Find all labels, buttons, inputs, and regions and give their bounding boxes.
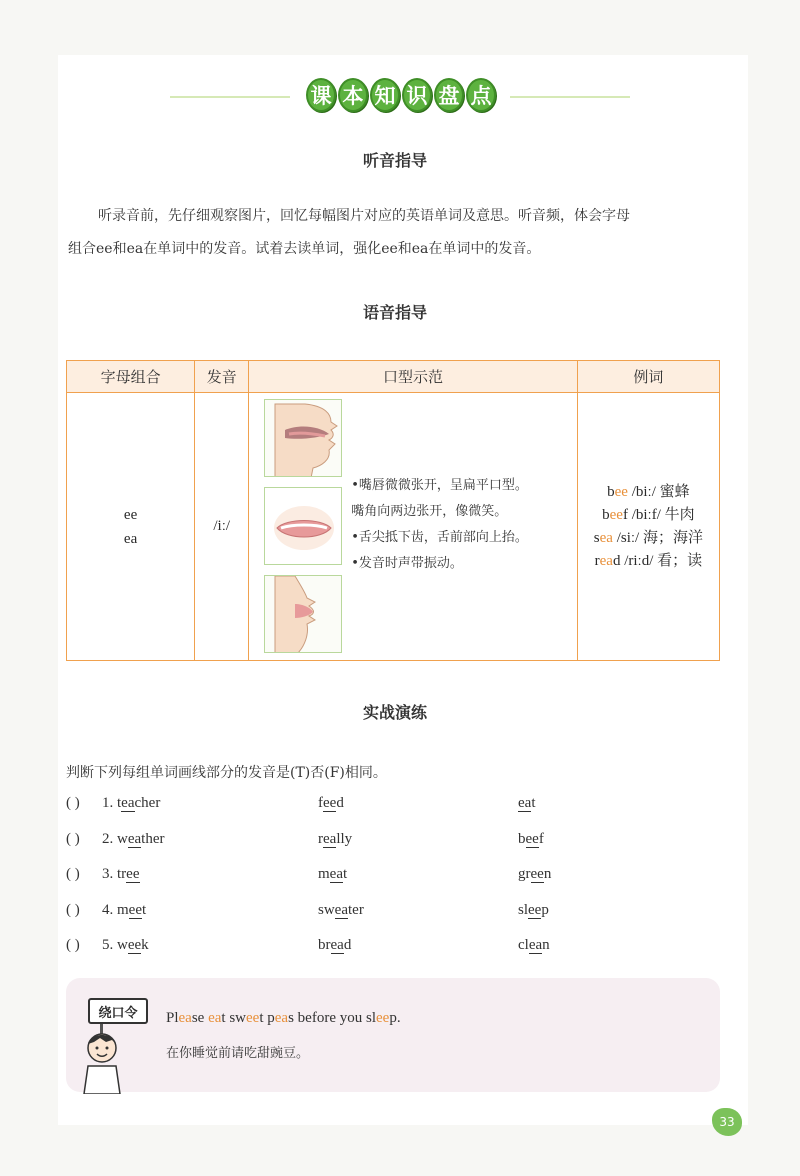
boy-holding-sign-icon <box>70 1018 140 1094</box>
exercise-word: beef <box>518 830 544 847</box>
exercise-word: 5. week <box>102 937 149 953</box>
mouth-note: 嘴角向两边张开，像微笑。 <box>351 504 508 519</box>
tongue-twister-english <box>166 1010 401 1027</box>
exercise-word: meat <box>318 866 348 882</box>
listening-instructions <box>68 200 728 266</box>
title-char: 识 <box>402 78 432 112</box>
exercise-row <box>66 937 706 961</box>
highlighted-letters: ea <box>274 1010 289 1026</box>
lips-profile-image <box>264 575 342 653</box>
listening-line-1: 听录音前，先仔细观察图片，回忆每幅图片对应的英语单词及意思。听音频，体会字母 <box>98 208 630 224</box>
title-rule-left <box>170 96 290 98</box>
twister-text: Pl <box>166 1010 179 1026</box>
highlighted-letters: ee <box>376 1010 390 1026</box>
twister-text: p. <box>389 1010 401 1026</box>
exercise-word: bread <box>318 937 352 953</box>
exercise-word: 1. teacher <box>102 795 161 811</box>
twister-text: t sw <box>221 1010 247 1026</box>
title-char: 本 <box>338 78 368 112</box>
twister-text: se <box>191 1010 209 1026</box>
exercise-word: feed <box>318 795 344 811</box>
letter-combo: ea <box>123 530 138 547</box>
answer-blank[interactable]: ( ) <box>66 937 80 953</box>
exercise-word: green <box>518 866 552 882</box>
phonics-table <box>66 360 720 661</box>
example-word: sea /siː/ 海；海洋 <box>593 529 703 546</box>
exercise-word: 2. weather <box>102 830 165 847</box>
mouth-demo-cell <box>249 393 578 661</box>
exercise-word: really <box>318 830 353 847</box>
practice-heading: 实战演练 <box>357 700 433 723</box>
page-number: 33 <box>712 1108 742 1136</box>
example-word: bee /biː/ 蜜蜂 <box>607 483 690 500</box>
phonics-heading: 语音指导 <box>357 300 433 323</box>
example-word: beef /biːf/ 牛肉 <box>602 506 695 523</box>
exercise-row <box>66 902 706 926</box>
mouth-note: •舌尖抵下齿，舌前部向上抬。 <box>351 530 528 545</box>
highlighted-letters: ee <box>246 1010 260 1026</box>
title-char: 课 <box>306 78 336 112</box>
mouth-note: •嘴唇微微张开，呈扁平口型。 <box>351 478 528 493</box>
title-char: 知 <box>370 78 400 112</box>
twister-text: s before you sl <box>288 1010 376 1026</box>
tongue-twister-label: 绕口令 <box>88 998 148 1024</box>
answer-blank[interactable]: ( ) <box>66 866 80 882</box>
exercise-word: 3. tree <box>102 866 140 882</box>
practice-instruction: 判断下列每组单词画线部分的发音是(T)否(F)相同。 <box>66 765 387 781</box>
exercise-row <box>66 831 706 855</box>
header-letters: 字母组合 <box>67 361 195 393</box>
letter-combos <box>67 393 195 661</box>
listening-line-2: 组合ee和ea在单词中的发音。试着去读单词，强化ee和ea在单词中的发音。 <box>68 241 541 257</box>
title-char: 盘 <box>434 78 464 112</box>
front-mouth-image <box>264 487 342 565</box>
example-words <box>577 393 719 661</box>
title-char: 点 <box>466 78 496 112</box>
mouth-instructions <box>351 473 528 577</box>
header-sound: 发音 <box>195 361 249 393</box>
exercise-word: sweater <box>318 901 364 918</box>
exercise-word: eat <box>518 795 536 811</box>
mouth-note: •发音时声带振动。 <box>351 556 463 571</box>
example-word: read /riːd/ 看；读 <box>594 552 703 569</box>
exercise-word: clean <box>518 937 550 953</box>
header-mouth: 口型示范 <box>249 361 578 393</box>
exercise-word: sleep <box>518 901 549 918</box>
tongue-twister-chinese: 在你睡觉前请吃甜豌豆。 <box>166 1046 310 1061</box>
highlighted-letters: ea <box>178 1010 192 1026</box>
page-title <box>298 78 504 114</box>
title-rule-right <box>510 96 630 98</box>
header-examples: 例词 <box>577 361 719 393</box>
listening-heading: 听音指导 <box>357 148 433 171</box>
answer-blank[interactable]: ( ) <box>66 795 80 811</box>
sound-symbol: /iː/ <box>195 393 249 661</box>
answer-blank[interactable]: ( ) <box>66 901 80 918</box>
twister-text: t p <box>259 1010 275 1026</box>
exercise-row <box>66 795 706 819</box>
letter-combo: ee <box>123 506 138 523</box>
exercise-row <box>66 866 706 890</box>
answer-blank[interactable]: ( ) <box>66 830 80 847</box>
side-profile-image <box>264 399 342 477</box>
exercise-word: 4. meet <box>102 901 147 918</box>
highlighted-letters: ea <box>208 1010 222 1026</box>
tongue-twister-box <box>66 978 720 1092</box>
